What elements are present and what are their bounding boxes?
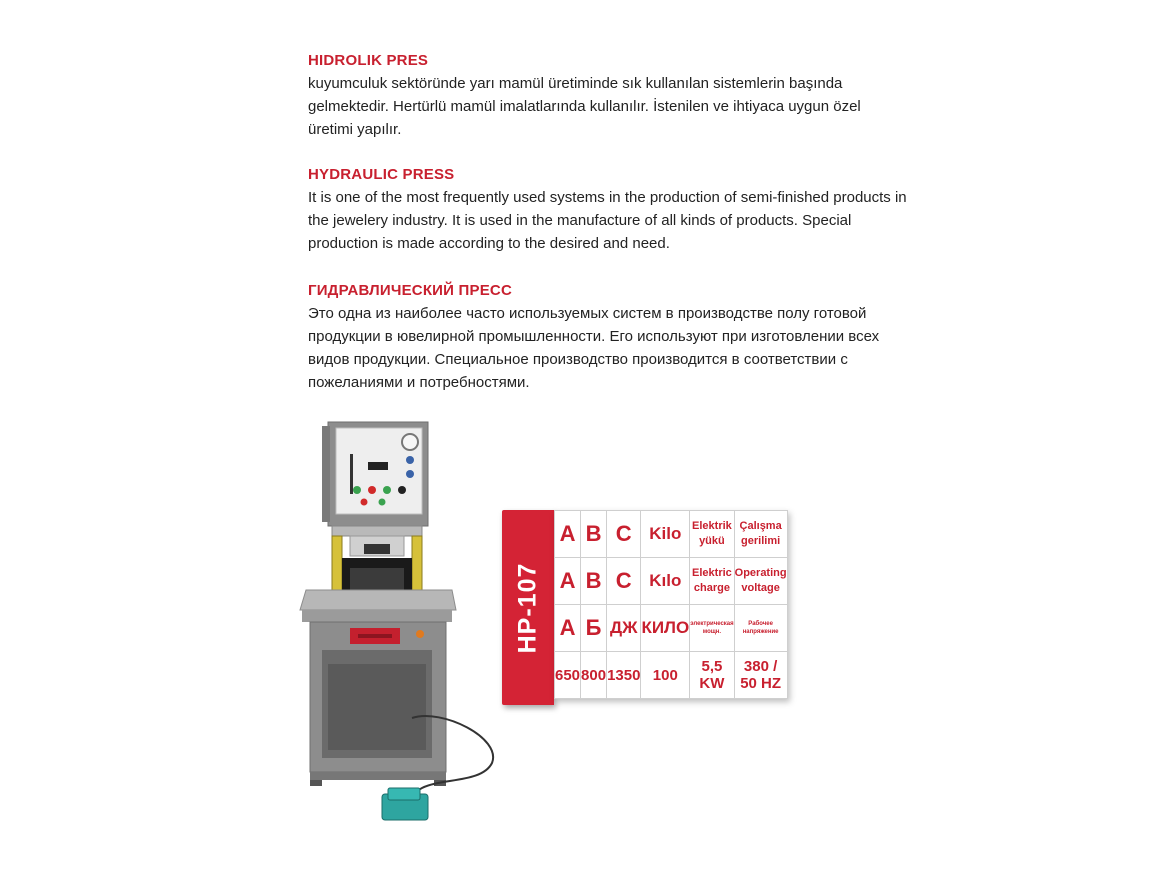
table-cell: Б — [581, 605, 607, 652]
table-row — [555, 511, 788, 558]
table-cell: 800 — [581, 652, 607, 699]
table-row — [555, 652, 788, 699]
table-cell: B — [581, 511, 607, 558]
table-row — [555, 605, 788, 652]
model-label-bar — [502, 510, 554, 705]
hydraulic-press-illustration — [292, 418, 512, 828]
table-cell: Рабочее напряжение — [734, 605, 787, 652]
table-cell: электрическая мощн. — [690, 605, 734, 652]
section-text: kuyumculuk sektöründe yarı mamül üretiminde sık kullanılan sistemlerin başında gelmektedir. Hertürlü mamül imalatlarında kullanılır. İstenilen ve ihtiyaca uygun özel üretimi yapılır. — [308, 75, 861, 138]
table-cell: Kilo — [641, 511, 690, 558]
section-turkish — [308, 52, 908, 141]
table-cell: B — [581, 558, 607, 605]
table-cell: 100 — [641, 652, 690, 699]
table-cell: A — [555, 558, 581, 605]
table-cell: 650 — [555, 652, 581, 699]
section-title: HYDRAULIC PRESS — [308, 166, 455, 183]
table-cell: Elektric charge — [690, 558, 734, 605]
table-cell: A — [555, 511, 581, 558]
table-row — [555, 558, 788, 605]
table-cell: Elektrik yükü — [690, 511, 734, 558]
section-title: HIDROLIK PRES — [308, 52, 429, 69]
table-cell: ДЖ — [607, 605, 641, 652]
table-cell: 5,5 KW — [690, 652, 734, 699]
model-name: HP-107 — [513, 562, 542, 653]
section-text: Это одна из наиболее часто используемых систем в производстве полу готовой продукции в ювелирной промышленности. Его используют при изготовлении всех видов продукции. Специальное производство производится в соответствии с пожеланиями и потребностями. — [308, 305, 880, 391]
spec-grid — [554, 510, 788, 699]
table-cell: 1350 — [607, 652, 641, 699]
table-cell: А — [555, 605, 581, 652]
section-russian — [308, 282, 908, 394]
section-title: ГИДРАВЛИЧЕСКИЙ ПРЕСС — [308, 282, 512, 299]
table-cell: C — [607, 558, 641, 605]
table-cell: Kılo — [641, 558, 690, 605]
section-text: It is one of the most frequently used systems in the production of semi-finished products in the jewelery industry. It is used in the manufacture of all kinds of products. Special production is made according to the desired and need. — [308, 189, 907, 252]
table-cell: КИЛО — [641, 605, 690, 652]
table-cell: C — [607, 511, 641, 558]
table-cell: 380 / 50 HZ — [734, 652, 787, 699]
table-cell: Operating voltage — [734, 558, 787, 605]
section-english — [308, 166, 908, 255]
table-cell: Çalışma gerilimi — [734, 511, 787, 558]
